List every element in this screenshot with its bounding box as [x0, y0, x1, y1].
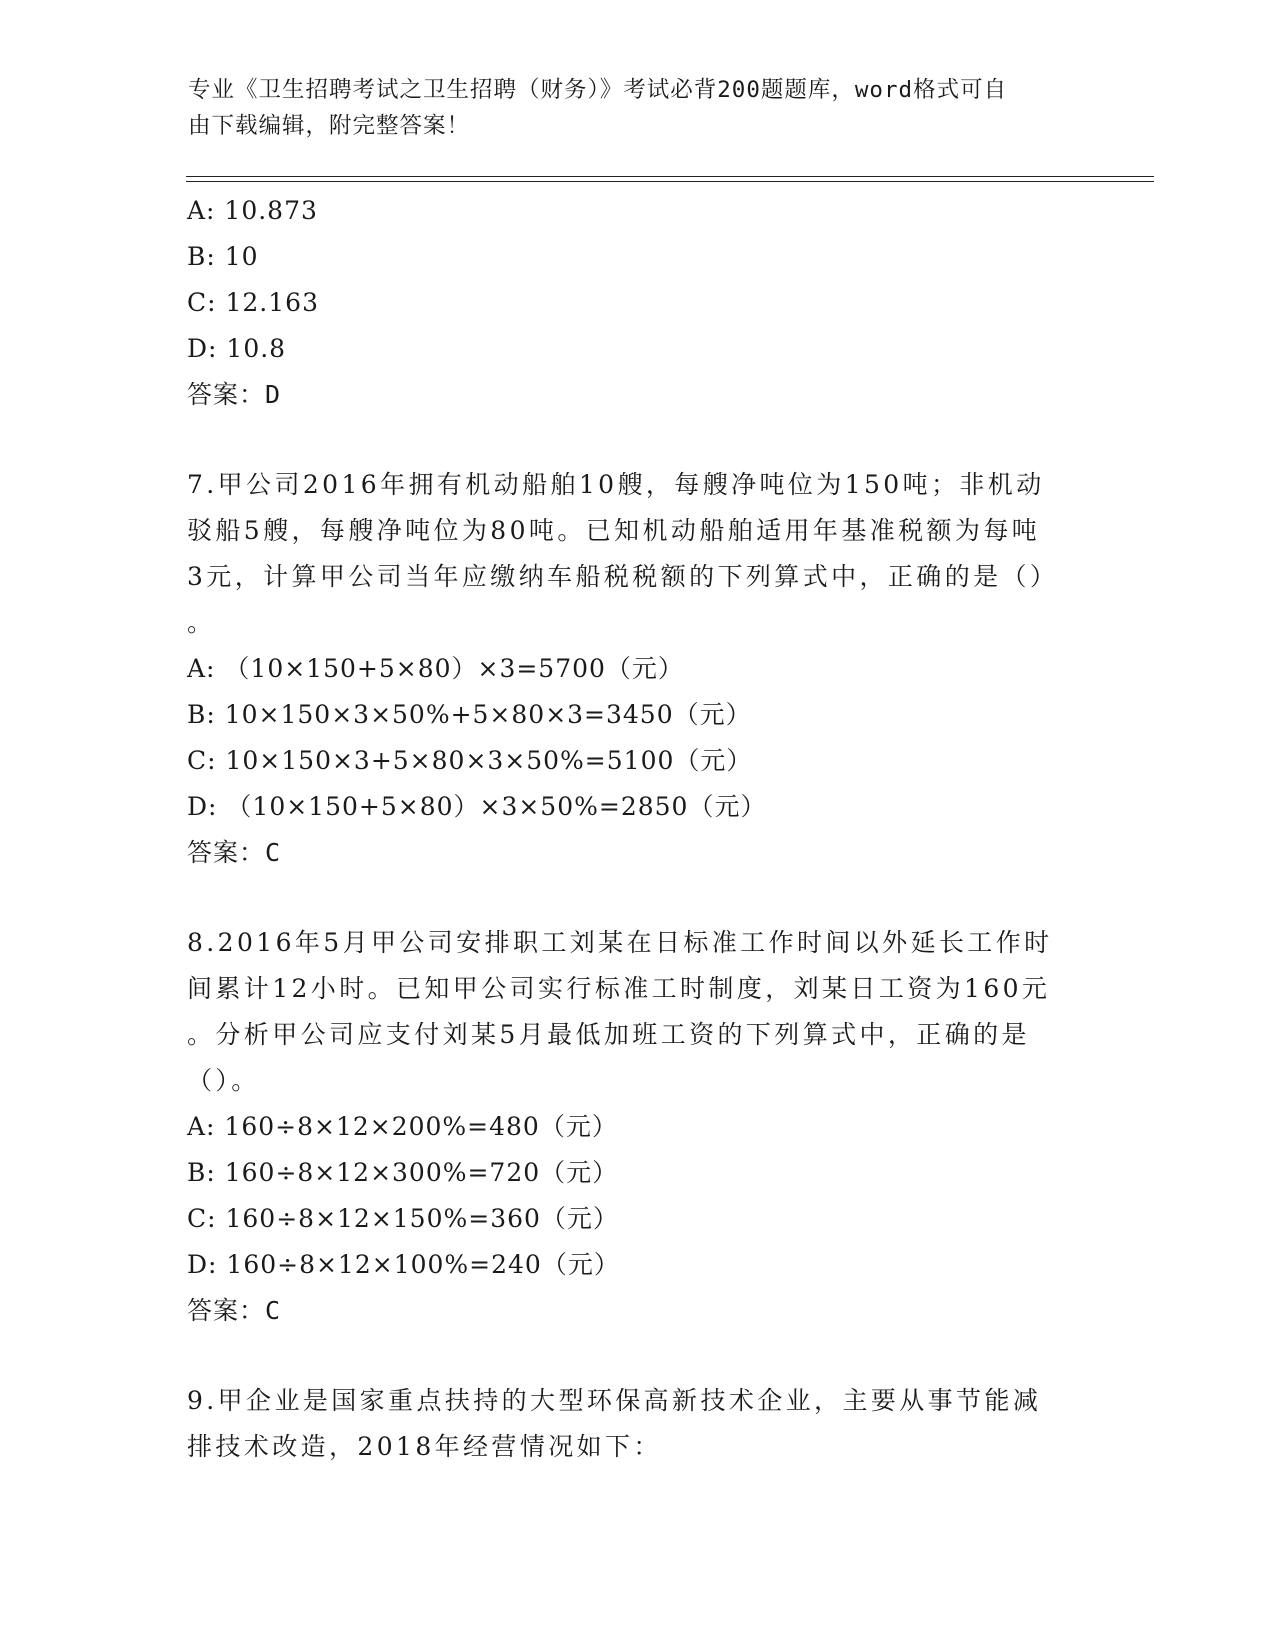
option-b: B: 10 [187, 242, 259, 271]
question-7-stem-line: 。 [187, 608, 216, 637]
option-a: A: 160÷8×12×200%=480（元） [187, 1112, 618, 1141]
question-8-answer: 答案：C [187, 1296, 282, 1325]
question-7-answer: 答案：C [187, 838, 282, 867]
document-header [188, 72, 1068, 144]
question-7-stem-line: 驳船5艘，每艘净吨位为80吨。已知机动船舶适用年基准税额为每吨 [187, 516, 1041, 545]
option-a: A: （10×150+5×80）×3=5700（元） [187, 654, 684, 683]
question-content [187, 188, 1087, 1470]
question-8-stem-line: （）。 [187, 1066, 260, 1095]
question-6-answer: 答案：D [187, 380, 282, 409]
question-9-stem-line: 排技术改造，2018年经营情况如下： [187, 1432, 662, 1461]
question-8 [187, 920, 1087, 1334]
spacer [187, 876, 1087, 920]
question-9 [187, 1378, 1087, 1470]
question-8-stem-line: 8.2016年5月甲公司安排职工刘某在日标准工作时间以外延长工作时 [187, 928, 1053, 957]
option-d: D: 160÷8×12×100%=240（元） [187, 1250, 620, 1279]
question-7 [187, 462, 1087, 876]
option-c: C: 12.163 [187, 288, 319, 317]
question-9-stem-line: 9.甲企业是国家重点扶持的大型环保高新技术企业，主要从事节能减 [187, 1386, 1042, 1415]
option-b: B: 160÷8×12×300%=720（元） [187, 1158, 619, 1187]
header-divider-bottom [186, 181, 1154, 182]
question-7-stem-line: 7.甲公司2016年拥有机动船舶10艘，每艘净吨位为150吨；非机动 [187, 470, 1045, 499]
option-b: B: 10×150×3×50%+5×80×3=3450（元） [187, 700, 752, 729]
header-divider-top [186, 176, 1154, 177]
header-line-2: 由下载编辑，附完整答案！ [188, 113, 471, 139]
question-8-stem-line: 。分析甲公司应支付刘某5月最低加班工资的下列算式中，正确的是 [187, 1020, 1030, 1049]
option-c: C: 160÷8×12×150%=360（元） [187, 1204, 619, 1233]
option-a: A: 10.873 [187, 196, 318, 225]
question-8-stem-line: 间累计12小时。已知甲公司实行标准工时制度，刘某日工资为160元 [187, 974, 1051, 1003]
header-line-1: 专业《卫生招聘考试之卫生招聘（财务）》考试必背200题题库，word格式可自 [188, 77, 1008, 103]
option-d: D: 10.8 [187, 334, 287, 363]
spacer [187, 1334, 1087, 1378]
option-c: C: 10×150×3+5×80×3×50%=5100（元） [187, 746, 753, 775]
spacer [187, 418, 1087, 462]
option-d: D: （10×150+5×80）×3×50%=2850（元） [187, 792, 767, 821]
question-6-options [187, 188, 1087, 372]
question-7-stem-line: 3元，计算甲公司当年应缴纳车船税税额的下列算式中，正确的是（） [187, 562, 1059, 591]
